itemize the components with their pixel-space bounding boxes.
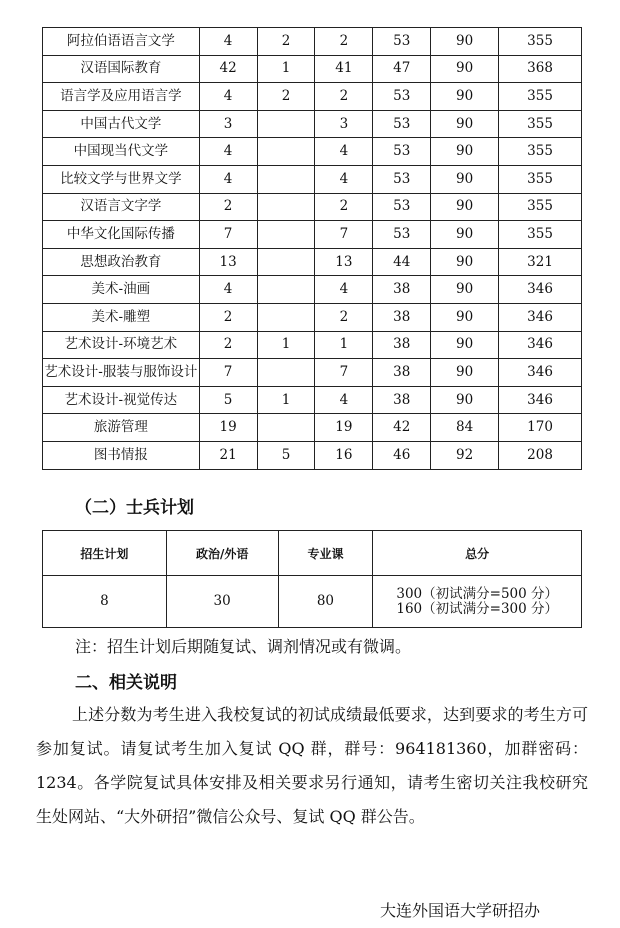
cell-plan-sub-a: 1 — [257, 386, 315, 414]
major-score-table — [42, 27, 582, 470]
cell-plan-total: 4 — [199, 165, 257, 193]
cell-major-name: 图书情报 — [43, 441, 200, 469]
cell-plan-sub-a: 2 — [257, 83, 315, 111]
cell-score-politics: 53 — [373, 138, 431, 166]
cell-score-foreign: 90 — [431, 165, 499, 193]
cell-plan-total: 42 — [199, 55, 257, 83]
soldier-data-row — [43, 576, 582, 628]
cell-major-name: 比较文学与世界文学 — [43, 165, 200, 193]
cell-plan-sub-a — [257, 414, 315, 442]
cell-score-total: 346 — [499, 359, 582, 387]
notes-heading: 二、相关说明 — [75, 673, 177, 693]
table-row — [43, 138, 582, 166]
cell-plan-total: 5 — [199, 386, 257, 414]
table-row — [43, 359, 582, 387]
cell-score-total: 355 — [499, 138, 582, 166]
table-row — [43, 83, 582, 111]
cell-major-name: 阿拉伯语语言文学 — [43, 28, 200, 56]
cell-major-name: 汉语言文字学 — [43, 193, 200, 221]
cell-plan-sub-b: 4 — [315, 138, 373, 166]
cell-score-total: 355 — [499, 110, 582, 138]
cell-plan-sub-a: 2 — [257, 28, 315, 56]
cell-major-name: 艺术设计-服装与服饰设计 — [43, 359, 200, 387]
cell-score-politics: 44 — [373, 248, 431, 276]
cell-score-total: 208 — [499, 441, 582, 469]
cell-politics-foreign: 30 — [166, 576, 278, 628]
cell-plan-sub-b: 2 — [315, 193, 373, 221]
cell-score-politics: 38 — [373, 276, 431, 304]
cell-plan-total: 4 — [199, 83, 257, 111]
notes-paragraph: 上述分数为考生进入我校复试的初试成绩最低要求，达到要求的考生方可参加复试。请复试考生加入复试 QQ 群，群号：964181360，加群密码：1234。各学院复试具体安排及相关要求另行通知，请考生密切关注我校研究生处网站、“大外研招”微信公众号、复试 QQ 群公告。 — [36, 705, 588, 826]
cell-score-foreign: 90 — [431, 193, 499, 221]
cell-score-foreign: 90 — [431, 55, 499, 83]
cell-score-politics: 53 — [373, 110, 431, 138]
cell-score-total: 368 — [499, 55, 582, 83]
cell-plan-sub-b: 2 — [315, 83, 373, 111]
cell-major-name: 中华文化国际传播 — [43, 221, 200, 249]
cell-plan-sub-b: 7 — [315, 359, 373, 387]
cell-plan-total: 2 — [199, 331, 257, 359]
cell-plan-total: 7 — [199, 221, 257, 249]
cell-plan-sub-a — [257, 165, 315, 193]
cell-score-foreign: 90 — [431, 221, 499, 249]
cell-plan-sub-b: 41 — [315, 55, 373, 83]
cell-score-total: 355 — [499, 165, 582, 193]
cell-plan-sub-a — [257, 221, 315, 249]
cell-score-politics: 38 — [373, 386, 431, 414]
cell-score-politics: 53 — [373, 193, 431, 221]
table-row — [43, 303, 582, 331]
cell-score-total: 355 — [499, 193, 582, 221]
cell-score-total: 346 — [499, 331, 582, 359]
soldier-plan-heading: （二）士兵计划 — [75, 498, 194, 518]
cell-plan-total: 4 — [199, 28, 257, 56]
cell-score-total: 321 — [499, 248, 582, 276]
cell-plan-sub-b: 4 — [315, 386, 373, 414]
cell-plan-sub-b: 16 — [315, 441, 373, 469]
cell-score-foreign: 90 — [431, 110, 499, 138]
cell-score-politics: 53 — [373, 83, 431, 111]
cell-score-foreign: 84 — [431, 414, 499, 442]
cell-major-name: 语言学及应用语言学 — [43, 83, 200, 111]
cell-score-foreign: 90 — [431, 386, 499, 414]
table-row — [43, 28, 582, 56]
cell-score-politics: 53 — [373, 28, 431, 56]
cell-major-name: 艺术设计-环境艺术 — [43, 331, 200, 359]
cell-major-name: 艺术设计-视觉传达 — [43, 386, 200, 414]
cell-score-foreign: 92 — [431, 441, 499, 469]
cell-score-politics: 42 — [373, 414, 431, 442]
cell-score-foreign: 90 — [431, 359, 499, 387]
cell-score-politics: 53 — [373, 165, 431, 193]
cell-plan-sub-a: 1 — [257, 55, 315, 83]
table-row — [43, 55, 582, 83]
cell-score-politics: 53 — [373, 221, 431, 249]
table-row — [43, 248, 582, 276]
cell-score-politics: 38 — [373, 303, 431, 331]
cell-score-politics: 46 — [373, 441, 431, 469]
cell-plan-total: 2 — [199, 303, 257, 331]
cell-score-total: 355 — [499, 221, 582, 249]
cell-score-politics: 47 — [373, 55, 431, 83]
table-row — [43, 221, 582, 249]
cell-major-name: 美术-油画 — [43, 276, 200, 304]
cell-major-name: 汉语国际教育 — [43, 55, 200, 83]
cell-plan-sub-b: 7 — [315, 221, 373, 249]
cell-score-total: 346 — [499, 386, 582, 414]
table-row — [43, 276, 582, 304]
cell-plan-sub-a: 5 — [257, 441, 315, 469]
cell-major-name: 思想政治教育 — [43, 248, 200, 276]
cell-plan-total: 3 — [199, 110, 257, 138]
header-plan: 招生计划 — [43, 531, 167, 576]
cell-plan-total: 2 — [199, 193, 257, 221]
adjustment-note: 注：招生计划后期随复试、调剂情况或有微调。 — [75, 637, 412, 656]
cell-plan-sub-a — [257, 110, 315, 138]
table-row — [43, 441, 582, 469]
cell-major-name: 中国现当代文学 — [43, 138, 200, 166]
cell-major-course: 80 — [278, 576, 373, 628]
cell-plan-total: 4 — [199, 276, 257, 304]
cell-plan-sub-b: 3 — [315, 110, 373, 138]
cell-plan-total: 4 — [199, 138, 257, 166]
cell-plan-sub-a — [257, 248, 315, 276]
cell-plan-sub-a — [257, 303, 315, 331]
cell-score-politics: 38 — [373, 359, 431, 387]
cell-plan-sub-b: 4 — [315, 165, 373, 193]
cell-plan-total: 21 — [199, 441, 257, 469]
cell-plan-sub-a — [257, 276, 315, 304]
cell-score-total: 170 — [499, 414, 582, 442]
cell-total — [373, 576, 582, 628]
cell-major-name: 美术-雕塑 — [43, 303, 200, 331]
cell-score-foreign: 90 — [431, 331, 499, 359]
table-row — [43, 331, 582, 359]
cell-score-foreign: 90 — [431, 248, 499, 276]
cell-score-total: 355 — [499, 28, 582, 56]
cell-plan-sub-a — [257, 193, 315, 221]
cell-score-foreign: 90 — [431, 276, 499, 304]
cell-plan-total: 7 — [199, 359, 257, 387]
cell-plan-sub-b: 2 — [315, 28, 373, 56]
cell-score-total: 355 — [499, 83, 582, 111]
cell-score-total: 346 — [499, 276, 582, 304]
cell-score-foreign: 90 — [431, 83, 499, 111]
cell-plan-sub-a — [257, 359, 315, 387]
cell-plan-sub-a — [257, 138, 315, 166]
table-row — [43, 414, 582, 442]
header-total: 总分 — [373, 531, 582, 576]
cell-score-foreign: 90 — [431, 28, 499, 56]
cell-plan-sub-b: 1 — [315, 331, 373, 359]
table-row — [43, 165, 582, 193]
cell-plan-sub-b: 2 — [315, 303, 373, 331]
total-line-1: 300（初试满分=500 分） — [396, 585, 558, 602]
cell-plan-sub-a: 1 — [257, 331, 315, 359]
soldier-plan-table — [42, 530, 582, 628]
table-row — [43, 386, 582, 414]
cell-plan: 8 — [43, 576, 167, 628]
cell-score-foreign: 90 — [431, 138, 499, 166]
soldier-header-row — [43, 531, 582, 576]
cell-major-name: 中国古代文学 — [43, 110, 200, 138]
cell-score-foreign: 90 — [431, 303, 499, 331]
header-major-course: 专业课 — [278, 531, 373, 576]
cell-score-politics: 38 — [373, 331, 431, 359]
cell-plan-total: 19 — [199, 414, 257, 442]
cell-major-name: 旅游管理 — [43, 414, 200, 442]
header-politics-foreign: 政治/外语 — [166, 531, 278, 576]
table-row — [43, 110, 582, 138]
total-line-2: 160（初试满分=300 分） — [396, 600, 558, 617]
signature: 大连外国语大学研招办 — [380, 901, 541, 920]
cell-plan-sub-b: 19 — [315, 414, 373, 442]
cell-score-total: 346 — [499, 303, 582, 331]
cell-plan-sub-b: 13 — [315, 248, 373, 276]
table-row — [43, 193, 582, 221]
cell-plan-total: 13 — [199, 248, 257, 276]
cell-plan-sub-b: 4 — [315, 276, 373, 304]
